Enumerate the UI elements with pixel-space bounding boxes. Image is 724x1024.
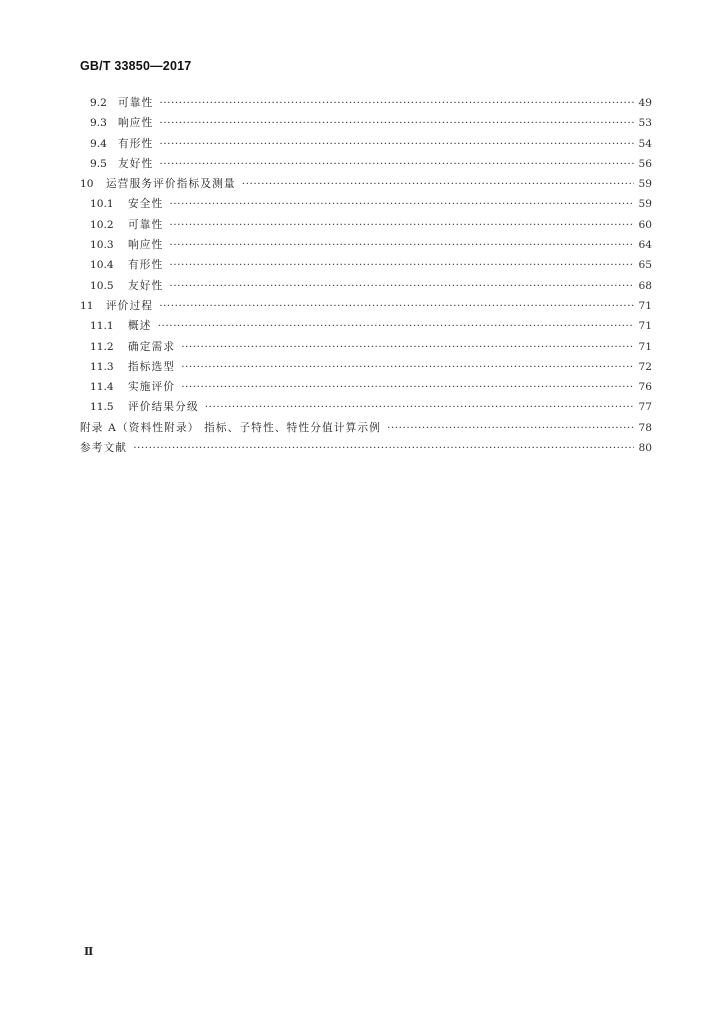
toc-entry-number: 10.5 (90, 279, 114, 292)
toc-entry-number: 9.5 (90, 157, 107, 170)
toc-dot-leader (205, 397, 634, 417)
toc-entry[interactable] (80, 397, 652, 417)
toc-entry-title: 实施评价 (128, 381, 176, 394)
toc-entry-number: 11.5 (90, 401, 114, 414)
toc-entry-title: 评价结果分级 (128, 401, 199, 414)
toc-entry[interactable] (80, 194, 652, 214)
table-of-contents (80, 93, 652, 458)
toc-entry-page: 49 (638, 97, 652, 109)
toc-entry-number: 10.1 (90, 198, 114, 211)
toc-dot-leader (158, 316, 634, 336)
toc-entry-page: 72 (638, 360, 652, 373)
toc-dot-leader (159, 154, 634, 174)
toc-entry-title: 指标选型 (128, 360, 176, 373)
toc-entry-page: 56 (638, 157, 652, 170)
toc-entry-title: 可靠性 (128, 218, 164, 231)
toc-entry-title: 友好性 (128, 279, 164, 292)
toc-entry-title: 概述 (128, 320, 152, 333)
toc-entry-title: 运营服务评价指标及测量 (106, 178, 236, 191)
toc-dot-leader (169, 235, 634, 255)
toc-dot-leader (181, 357, 634, 377)
document-header-standard-id: GB/T 33850—2017 (80, 59, 192, 73)
toc-dot-leader (159, 134, 634, 154)
toc-dot-leader (387, 418, 634, 438)
toc-entry-number: 9.2 (90, 97, 107, 109)
toc-entry-references[interactable] (80, 438, 652, 458)
toc-entry-title: 可靠性 (118, 97, 154, 109)
toc-entry-number: 11.4 (90, 381, 114, 394)
toc-entry-title: 确定需求 (128, 340, 176, 353)
toc-entry-page: 78 (638, 421, 652, 434)
toc-entry-title: 有形性 (128, 259, 164, 272)
toc-entry[interactable] (80, 113, 652, 133)
toc-entry-page: 77 (638, 401, 652, 414)
toc-entry-page: 71 (638, 340, 652, 353)
toc-dot-leader (159, 113, 634, 133)
toc-entry-page: 59 (638, 198, 652, 211)
toc-dot-leader (169, 276, 634, 296)
toc-dot-leader (169, 215, 634, 235)
toc-dot-leader (169, 255, 634, 275)
toc-entry[interactable] (80, 316, 652, 336)
toc-entry[interactable] (80, 134, 652, 154)
toc-entry-page: 64 (638, 239, 652, 252)
toc-dot-leader (181, 337, 634, 357)
toc-entry-title: 有形性 (118, 137, 154, 150)
toc-entry-page: 53 (638, 117, 652, 130)
page-number: Ⅱ (84, 945, 94, 958)
toc-entry-number: 11.2 (90, 340, 114, 353)
toc-entry-page: 71 (638, 299, 652, 312)
toc-dot-leader (133, 438, 634, 458)
toc-dot-leader (181, 377, 634, 397)
toc-entry-number: 9.3 (90, 117, 107, 130)
toc-entry-title: 友好性 (118, 157, 154, 170)
toc-entry-title: 评价过程 (106, 299, 154, 312)
toc-entry-number: 10.3 (90, 239, 114, 252)
toc-dot-leader (169, 194, 634, 214)
toc-entry-page: 59 (638, 178, 652, 191)
toc-entry[interactable] (80, 235, 652, 255)
toc-entry-number: 11 (80, 299, 94, 312)
toc-entry[interactable] (80, 296, 652, 316)
toc-dot-leader (159, 296, 634, 316)
toc-entry-page: 54 (638, 137, 652, 150)
toc-entry-title: 安全性 (128, 198, 164, 211)
toc-dot-leader (159, 93, 634, 113)
toc-entry[interactable] (80, 377, 652, 397)
toc-entry-page: 80 (638, 442, 652, 455)
toc-entry[interactable] (80, 276, 652, 296)
toc-entry[interactable] (80, 215, 652, 235)
toc-entry-page: 68 (638, 279, 652, 292)
toc-entry-number: 11.1 (90, 320, 114, 333)
toc-entry[interactable] (80, 357, 652, 377)
toc-entry-number: 9.4 (90, 137, 107, 150)
toc-entry-number: 11.3 (90, 360, 114, 373)
toc-entry-title: 响应性 (128, 239, 164, 252)
toc-entry-page: 60 (638, 218, 652, 231)
toc-entry-title: 附录 A（资料性附录） 指标、子特性、特性分值计算示例 (80, 421, 382, 434)
toc-entry-title: 参考文献 (80, 442, 128, 455)
toc-entry[interactable] (80, 337, 652, 357)
toc-entry-title: 响应性 (118, 117, 154, 130)
toc-entry-number: 10.2 (90, 218, 114, 231)
toc-entry[interactable] (80, 154, 652, 174)
toc-entry-number: 10.4 (90, 259, 114, 272)
toc-entry[interactable] (80, 174, 652, 194)
toc-entry[interactable] (80, 255, 652, 275)
toc-entry-number: 10 (80, 178, 94, 191)
toc-dot-leader (242, 174, 634, 194)
toc-entry-page: 65 (638, 259, 652, 272)
toc-entry-page: 71 (638, 320, 652, 333)
toc-entry-page: 76 (638, 381, 652, 394)
toc-entry[interactable] (80, 93, 652, 113)
toc-entry-appendix[interactable] (80, 418, 652, 438)
